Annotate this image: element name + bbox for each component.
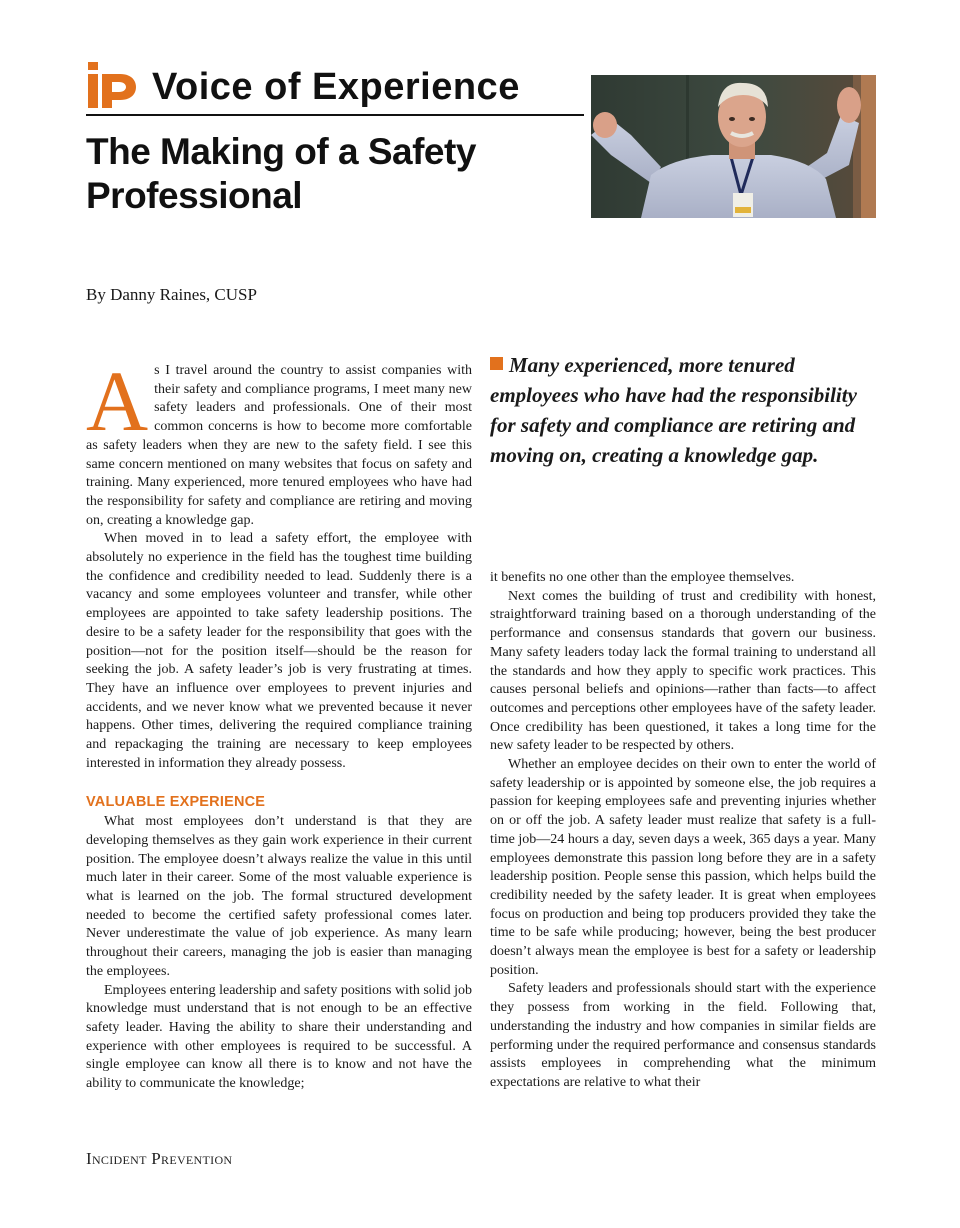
section-title: Voice of Experience — [152, 66, 520, 108]
body-paragraph: Employees entering leadership and safety positions with solid job knowledge must understand that is not enough to be an effective safety leader. Having the ability to share their understanding and experience with other employees is required to be successful. A single employee can know all there is to know and not have the ability to communicate the knowledge; — [86, 982, 472, 1092]
pull-quote: Many experienced, more tenured employees who have had the responsibility for safety and compliance are retiring and moving on, creating a knowledge gap. — [490, 353, 857, 467]
man-raising-arms-photo — [591, 75, 876, 218]
body-paragraph: As I travel around the country to assist companies with their safety and compliance programs, I meet many new safety leaders and professionals. One of their most common concerns is how to become more comfortable as safety leaders when they are new to the safety field. I see this same concern mentioned on many websites that focus on safety and training. Many experienced, more tenured employees who have had the responsibility for safety and compliance are retiring and moving on, creating a knowledge gap. — [86, 353, 472, 528]
orange-square-icon — [490, 357, 503, 370]
ip-logo — [86, 60, 138, 110]
body-paragraph: When moved in to lead a safety effort, the employee with absolutely no experience in the field has the toughest time building the confidence and credibility needed to lead. Suddenly there is a vacancy and some employees volunteer and transfer, while other employees are appointed to take safety leadership positions. The desire to be a safety leader for the responsibility that goes with the position—not for the position itself—should be the reason for seeking the job. A safety leader’s job is very frustrating at times. They have an influence over employees to prevent injuries and accidents, and we never know what we prevented because it never happens. Other times, delivering the required compliance training and repackaging the training are necessary to keep employees interested in information they already possess. — [86, 531, 472, 771]
body-paragraph: Whether an employee decides on their own to enter the world of safety leadership or is appointed by someone else, the job requires a passion for keeping employees safe and preventing injuries whether on or off the job. A safety leader must realize that safety is a full-time job—24 hours a day, seven days a week, 365 days a year. Many employees demonstrate this passion long before they are in a safety leadership position. People sense this passion, which helps build the credibility needed by the safety leader. It is great when employees focus on production and being top producers provided they take the time to be safe while producing; however, being the best producer doesn’t always mean the employee is best for a safety or leadership position. — [490, 757, 876, 978]
body-paragraph: Next comes the building of trust and credibility with honest, straightforward training based on a thorough understanding of the performance and consensus standards that govern our business. Many safety leaders today lack the formal training to understand all the standards and how they apply to specific work practices. This causes personal beliefs and opinions—rather than facts—to affect outcomes and perceptions other employees have of the safety leader. Once credibility has been questioned, it takes a long time for the new safety leader to be respected by others. — [490, 588, 876, 754]
title-rule — [86, 114, 584, 116]
footer-publication-name: Incident Prevention — [86, 1149, 233, 1168]
body-column-right — [490, 569, 876, 1093]
body-paragraph: it benefits no one other than the employee themselves. — [490, 570, 795, 585]
subhead: VALUABLE EXPERIENCE — [86, 794, 266, 811]
body-paragraph: Safety leaders and professionals should start with the experience they possess from working in the field. Following that, understanding the industry and how companies in similar fields are performing under the required performance and consensus standards assists employees in comprehending what the minimum expectations are relative to what their — [490, 981, 876, 1090]
body-column-left — [86, 353, 472, 1094]
article-title: The Making of a Safety Professional — [86, 131, 476, 216]
drop-cap: A — [86, 353, 149, 449]
body-paragraph: What most employees don’t understand is that they are developing themselves as they gain work experience in their current position. The employee doesn’t always realize the value in this until much later in their career. Some of the most valuable experience is what is learned on the job. The formal structured development needed to become the certified safety professional comes later. Never underestimate the value of job experience. As many learn throughout their careers, managing the job is easier than managing the employees. — [86, 814, 472, 979]
byline: By Danny Raines, CUSP — [86, 285, 257, 304]
